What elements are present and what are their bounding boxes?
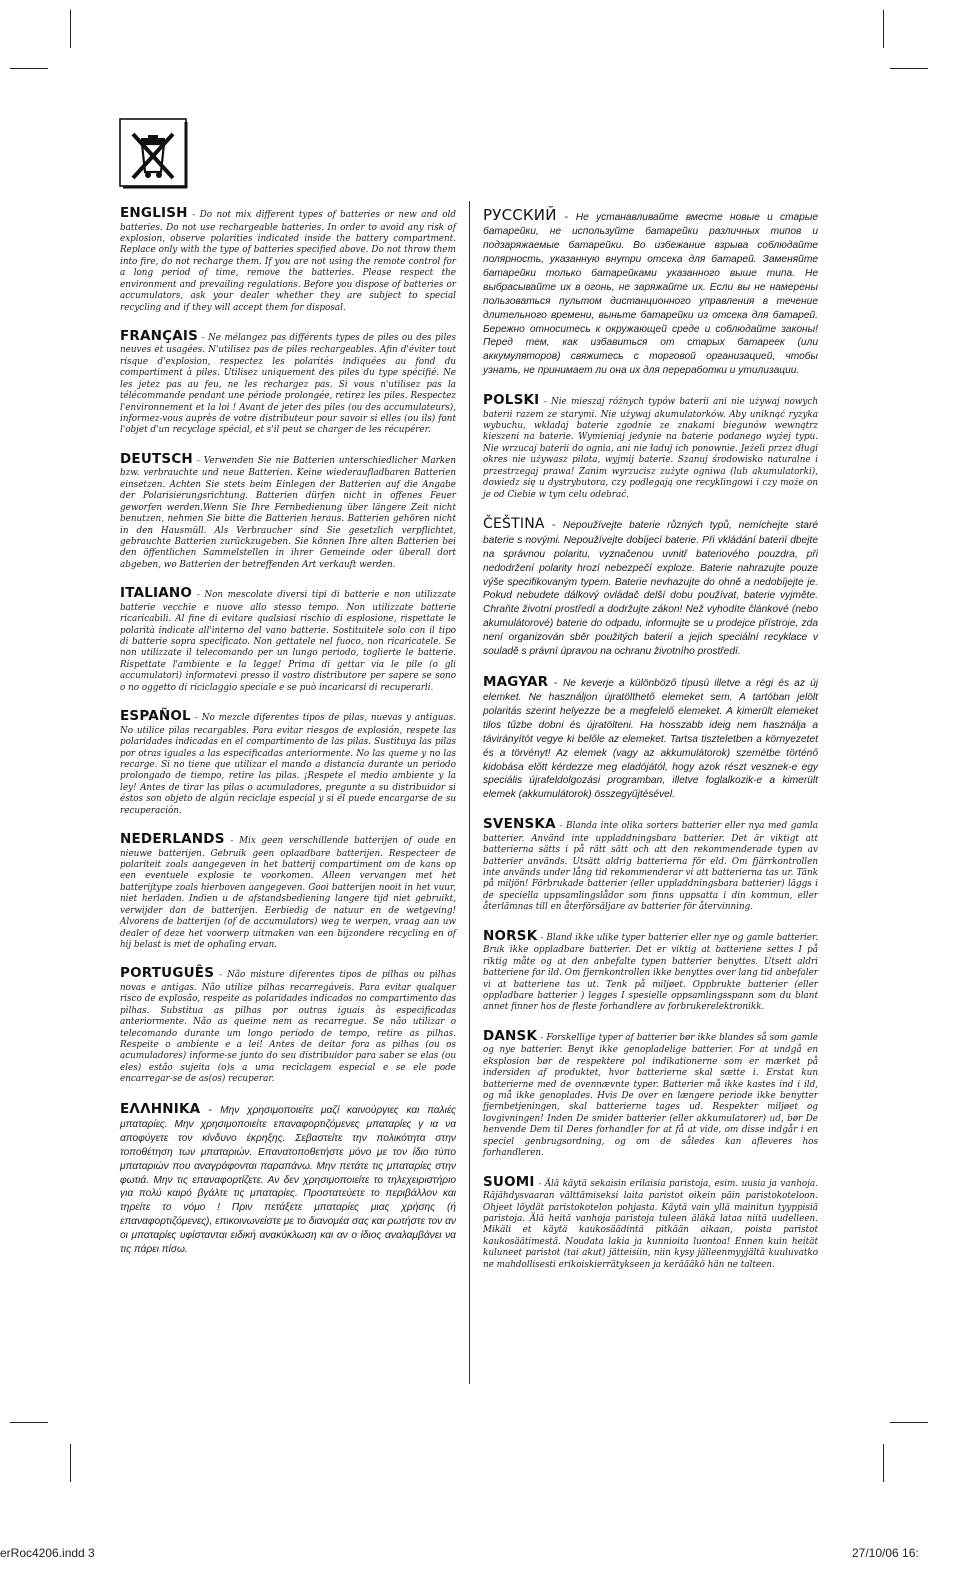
section-body: Μην χρησιμοποιείτε μαζί καινούργιες και παλιές μπαταρίες. Μην χρησιμοποιείτε επαναφορτιζόμενες μπαταρίες γ ια να αποφύγετε τον κίνδυνο έκρηξης. Σεβαστείτε την πολικότητα στην τοποθέτηση των μπαταριών. Επανατοποθετήστε μόνο με τον ίδιο τύπο μπαταριών που αναγράφονται παραπάνω. Μην πετάτε τις μπαταρίες στην φωτιά. Μην τις επαναφορτίζετε. Αν δεν χρησιμοποιείτε το τηλεχειριστήριο για πολύ καιρό βγάλτε τις μπαταρίες. Προστατεύετε το περιβάλλον και τηρείτε το νόμο ! Πριν πετάξετε μπαταρίες μιας χρήσης (ή επαναφορτιζόμενες), επικοινωνείστε με το διανομέα σας και ρωτήστε τον αν οι μπαταρίες υφίστανται ειδική ανακύκλωση και αν ο ίδιος αναλαμβάνει να τις πάρει πίσω.	[120, 1104, 456, 1255]
section-body: Nie mieszaj różnych typów baterii ani nie używaj nowych baterii razem ze starymi. Nie używaj akumulatorków. Aby uniknąć ryzyka wybuchu, wkładaj baterie zgodnie ze znakami biegunów wewnątrz kieszeni na baterie. Wymieniaj jedynie na baterie podanego wyżej typu. Nie wrzucaj baterii do ognia, ani nie ładuj ich ponownie. Jeżeli przez długi okres nie używasz pilota, wyjmij baterie. Szanuj środowisko naturalne i przestrzegaj prawa! Zanim wyrzucisz zużyte ogniwa (lub akumulatorki), dowiedz się u dystrybutora, czy podlegają one recyklingowi i czy może on je od Ciebie w tym celu odebrać.	[483, 397, 818, 500]
title-separator: -	[537, 932, 547, 943]
section-nederlands	[120, 831, 456, 951]
section-norsk	[483, 928, 818, 1014]
section-italiano	[120, 585, 456, 694]
title-separator: -	[190, 713, 202, 724]
title-separator: -	[544, 519, 563, 531]
section-body: Blanda inte olika sorters batterier eller nya med gamla batterier. Använd inte uppladdningsbara batterier. Det är viktigt att batterierna sätts i på rätt sätt och att den rekommenderade typen av batterier används. Utsätt aldrig batterierna för eld. Om fjärrkontrollen inte används under lång tid rekommenderar vi att batterierna tas ur. Tänk på miljön! Förbrukade batterier (eller uppladdningsbara batterier) läggs i de speciella uppsamlingslådor som finns uppsatta i din kommun, eller återlämnas till en återförsäljare av batterier för återvinning.	[483, 821, 818, 913]
section-body: Do not mix different types of batteries or new and old batteries. Do not use rechargeable batteries. In order to avoid any risk of explosion, observe polarities indicated inside the battery compartment. Replace only with the type of batteries specified above. Do not throw them into fire, do not recharge them. If you are not using the remote control for a long period of time, remove the batteries. Please respect the environment and prevailing regulations. Before you dispose of batteries or accumulators, ask your dealer whether they are subject to special recycling and if they will accept them for disposal.	[120, 210, 456, 313]
section-title: POLSKI	[483, 392, 540, 409]
title-separator: -	[192, 590, 205, 601]
title-separator: -	[537, 1032, 547, 1043]
section-title: РУССКИЙ	[483, 206, 557, 224]
crop-mark	[883, 10, 884, 48]
section-title: SUOMI	[483, 1173, 535, 1190]
section-body: Bland ikke ulike typer batterier eller nye og gamle batterier. Bruk ikke oppladbare batterier. Det er viktig at batteriene settes I på riktig måte og at den anbefalte typen batterier benyttes. Utsett aldri batteriene for ild. Om fjernkontrollen ikke benyttes over lang tid anbefaler vi at batteriene tas ut. Tenk på miljøet. Oppbrukte batterier (eller oppladbare batterier ) legges I spesielle oppsamlingsspann som du blant annet finner hos de fleste forhandlere av forbrukerelektronikk.	[483, 932, 818, 1013]
section-title: DANSK	[483, 1027, 538, 1044]
title-separator: -	[534, 1178, 545, 1189]
section-body: Verwenden Sie nie Batterien unterschiedlicher Marken bzw. verbrauchte und neue Batterien. Keine wiederaufladbaren Batterien einsetzen. Achten Sie stets beim Einlegen der Batterien auf die Angabe der Polarisierungsrichtung. Batterien dürfen nicht in offenes Feuer geworfen werden.Wenn Sie Ihre Fernbedienung über längere Zeit nicht benutzen, nehmen Sie bitte die Batterien heraus. Batterien gehören nicht in den Hausmüll. Als Verbraucher sind Sie gesetzlich verpflichtet, gebrauchte Batterien zurückzugeben. Sie können Ihre alten Batterien bei den öffentlichen Sammelstellen in ihrer Gemeinde oder überall dort abgeben, wo Batterien der betreffenden Art verkauft werden.	[120, 455, 456, 570]
right-column	[483, 205, 818, 1285]
title-separator: -	[539, 397, 552, 408]
section-english	[120, 205, 456, 314]
section-dansk	[483, 1028, 818, 1160]
section-title: ENGLISH	[120, 205, 188, 221]
section-body: Ne keverje a különböző típusú illetve a régi és az új elemket. Ne használjon újratölthető elemeket sem. A tartóban jelölt polaritás szerint helyezze be a megfelelő elemeket. A kimerült elemeket tilos tűzbe dobni és újratölteni. Ha hosszabb ideig nem használja a távirányítót vegye ki belőle az elemeket. Tartsa tiszteletben a környezetet és a törvényt! Az elemek (vagy az akkumulátorok) szemétbe történő kidobása előtt kérdezze meg eladójától, hogy azok részt vesznek-e egy speciális újrafeldolgozási programban, illetve foglalkozik-e a kimerült elemek (akkumulátorok) összegyűjtésével.	[483, 677, 818, 801]
section-title: DEUTSCH	[120, 450, 193, 467]
section-title: SVENSKA	[483, 816, 556, 833]
section-deutsch	[120, 451, 456, 571]
title-separator: -	[214, 970, 228, 981]
section-body: Не устанавливайте вместе новые и старые батарейки, не используйте батарейки различных типов и подзаряжаемые батарейки. Во избежание взрыва соблюдайте полярность, указанную внутри отсека для батарей. Заменяйте батарейки только батарейками указанного выше типа. Не выбрасывайте их в огонь, не заряжайте их. Если вы не намерены пользоваться пультом дистанционного управления в течение длительного времени, выньте батарейки из отсека для батарей. Бережно относитесь к окружающей среде и соблюдайте законы! Перед тем, как избавиться от старых батареек (или аккумуляторов) свяжитесь с торговой организацией, чтобы узнать, не принимает ли она их для переработки и утилизации.	[483, 212, 819, 377]
section-title: MAGYAR	[483, 673, 549, 690]
crop-mark	[70, 10, 71, 48]
section-title: ITALIANO	[120, 585, 193, 602]
section-francais	[120, 328, 456, 437]
section-portugues	[120, 965, 456, 1085]
section-body: Mix geen verschillende batterijen of oude en nieuwe batterijen. Gebruik geen oplaadbare batterijen. Respecteer de polariteit zoals aangegeven in het batterij compartiment om de kans op een eventuele explosie te voorkomen. Alleen vervangen met het batterijtype zoals hierboven aangegeven. Gooi batterijen nooit in het vuur, niet herladen. Indien u de afstandsbediening langere tijd niet gebruikt, verwijder dan de batterijen. Eerbiedig de natuur en de wetgeving! Alvorens de batterijen (of de accumulators) weg te werpen, vraag aan uw dealer of deze het voorwerp uitmaken van een bijzondere recycling en of hij belast is met de ophaling ervan.	[120, 836, 456, 950]
crop-mark	[10, 68, 48, 69]
section-russkiy	[483, 205, 818, 378]
crop-mark	[890, 1422, 928, 1423]
section-title: FRANÇAIS	[120, 327, 199, 344]
section-espanol	[120, 708, 456, 817]
title-separator: -	[187, 210, 200, 220]
title-separator: -	[548, 677, 563, 689]
section-body: Ne mélangez pas différents types de piles ou des piles neuves et usagées. N'utilisez pas de piles rechargeables. Afin d'éviter tout risque d'explosion, respectez les polarités indiquées au fond du compartiment à piles. Utilisez uniquement des piles du type spécifié. Ne les jetez pas au feu, ne les rechargez pas. Si vous n'utilisez pas la télécommande pendant une période prolongée, retirez les piles. Respectez l'environnement et la loi ! Avant de jeter des piles (ou des accumulateurs), informez-vous auprès de votre distributeur pour savoir si elles (ou ils) font l'objet d'un recyclage spécial, et s'il peut se charger de les récupérer.	[120, 332, 456, 436]
section-title: ESPAÑOL	[120, 708, 191, 725]
left-column	[120, 205, 456, 1271]
section-title: NORSK	[483, 927, 538, 944]
section-body: Älä käytä sekaisin erilaisia paristoja, esim. uusia ja vanhoja. Räjähdysvaaran välttämiseksi laita paristot oikein päin paristokoteloon. Ohjeet löydät paristokotelon pohjasta. Käytä vain yllä mainitun tyyppisiä paristoja. Älä heitä vanhoja paristoja tuleen äläkä lataa niitä uudelleen. Mikäli et käytä kaukosäädintä pitkään aikaan, poista paristot kaukosäätimestä. Noudata lakia ja kunnioita luontoa! Ennen kuin heität kuluneet paristot (tai akut) jätteisiin, niin kysy jälleenmyyjältä kuuluvatko ne mahdollisesti erikoiskierrätykseen ja keräääkö hän ne talteen.	[483, 1178, 818, 1270]
section-polski	[483, 392, 818, 501]
crossed-out-wheelie-bin-icon	[119, 118, 189, 190]
section-magyar	[483, 673, 818, 802]
footer-file-slug: erRoc4206.indd 3	[0, 1546, 95, 1560]
section-svenska	[483, 816, 818, 914]
crop-mark	[883, 1444, 884, 1482]
section-title: ČEŠTINA	[483, 515, 545, 532]
title-separator: -	[200, 1104, 221, 1116]
title-separator: -	[192, 455, 204, 466]
section-title: ΕΛΛΗΝΙΚΑ	[120, 1100, 201, 1117]
section-body: No mezcle diferentes tipos de pilas, nuevas y antiguas. No utilice pilas recargables. Para evitar riesgos de explosión, respete las polaridades indicadas en el compartimento de las pilas. Sustituya las pilas por otras iguales a las especificadas anteriormente. No las queme y no las recarge. Si no tiene que utilizar el mando a distancia durante un periodo prolongado de tiempo, retire las pilas. ¡Respete el medio ambiente y la ley! Antes de tirar las pilas o acumuladores, pregunte a su distribuidor si éstos son objeto de algún reciclaje especial y si él puede encargarse de su recuperación.	[120, 713, 456, 816]
section-title: PORTUGUÊS	[120, 965, 215, 982]
section-body: Forskellige typer af batterier bør ikke blandes så som gamle og nye batterier. Benyt ikke genopladelige batterier. For at undgå en eksplosion bør de respektere pol indikationerne som er mærket på indersiden af produktet, hvor batterierne skal sætte i. Erstat kun batterierne med de ovennævnte typer. Batterier må ikke kastes ind i ild, og må ikke genoplades. Hvis De over en længere periode ikke benytter fjernbetjeningen, skal batterierne tages ud. Respekter miljøet og lovgivningen! Inden De smider batterier (eller akkumulatorer) ud, bør De henvende Dem til Deres forhandler for at få at vide, om disse indgår i en speciel genbrugsordning, og om de således kan afleveres hos forhandleren.	[483, 1032, 818, 1159]
section-title: NEDERLANDS	[120, 831, 225, 848]
crop-mark	[890, 68, 928, 69]
title-separator: -	[555, 821, 567, 832]
title-separator: -	[556, 212, 576, 223]
section-ellinika	[120, 1100, 456, 1257]
section-body: Non mescolate diversi tipi di batterie e non utilizzate batterie vecchie e nuove allo stesso tempo. Non utilizzate batterie ricaricabili. Al fine di evitare qualsiasi rischio di esplosione, rispettate le polarità indicate all'interno del vano batterie. Sostituitele solo con il tipo di batterie sopra specificato. Non gettatele nel fuoco, non ricaricatele. Se non utilizzate il telecomando per un lungo periodo, toglierte le batterie. Rispettate l'ambiente e la legge! Prima di gettar via le pile (o gli accumulatori) informatevi presso il vostro distributore per sapere se sono o no oggetto di riciclaggio speciale e se può incaricarsi di recuperarli.	[120, 590, 456, 693]
title-separator: -	[198, 332, 209, 343]
section-body: Nepoužívejte baterie různých typů, nemíchejte staré baterie s novými. Nepoužívejte dobíjecí baterie. Při vkládání baterií dbejte na správnou polaritu, vyznačenou uvnitř bateriového pouzdra, při nedodržení polarity hrozí nebezpečí exploze. Baterie nahrazujte pouze výše specifikovaným typem. Baterie nevhazujte do ohně a nedobíjejte je. Pokud nebudete dálkový ovládač delší dobu používat, baterie vyjměte. Chraňte životní prostředí a dodržujte zákon! Než vyhodíte článkové (nebo akumulátorové) baterie do odpadu, informujte se u prodejce přístroje, zda není organizován sběr použitých baterií a jejich speciální recyklace v souladě s právní úpravou na ochranu životního prostředí.	[483, 519, 818, 657]
section-body: Não misture diferentes tipos de pilhas ou pilhas novas e antigas. Não utilize pilhas recarregáveis. Para evitar qualquer risco de explosão, respeite as polaridades indicados no compartimento das pilhas. Substitua as pilhas por outras iguais às especificadas anteriormente. Não as queime nem as recarregue. Se não utilizar o telecomando durante um longo período de tempo, retire as pilhas. Respeite o ambiente e a lei! Antes de deitar fora as pilhas (ou os acumuladores) informe-se junto do seu distribuidor para saber se elas (ou eles) estão sujeita (o)s a uma reciclagem especial e se ele pode encarregar-se de as(os) recuperar.	[120, 970, 456, 1085]
footer-date-slug: 27/10/06 16:	[852, 1546, 919, 1560]
crop-mark	[70, 1444, 71, 1482]
crop-mark	[10, 1422, 48, 1423]
title-separator: -	[224, 836, 240, 847]
column-divider	[469, 201, 470, 1384]
section-cestina	[483, 515, 818, 659]
section-suomi	[483, 1174, 818, 1272]
